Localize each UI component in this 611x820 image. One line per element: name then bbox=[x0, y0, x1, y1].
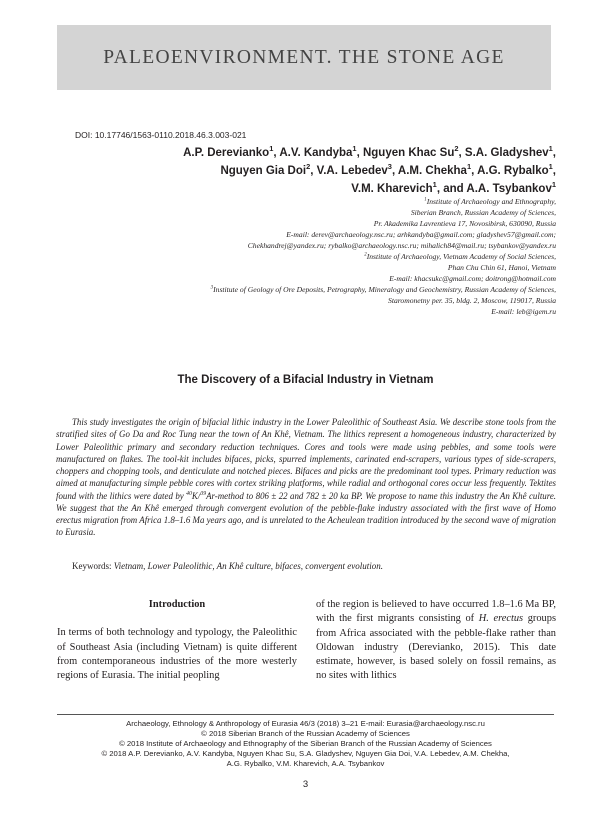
affiliation-marker: 1 bbox=[466, 162, 472, 172]
left-column bbox=[57, 598, 297, 683]
affiliation-line bbox=[56, 262, 556, 273]
abstract-text: This study investigates the origin of bifacial lithic industry in the Lower Paleolithic of Southeast Asia. We describe stone tools from the stratified sites of Go Da and Roc Tung near the town of An Khê, Vietnam. The lithics represent a homogeneous industry, characterized by Lower Paleolithic primary and secondary reduction techniques. Cores and tools were made using pebbles, and some tools were manufactured on flakes. The tool-kit includes bifaces, picks, spurred implements, carinated end-scrapers, various types of side-scrapers, choppers and chopping tools, and denticulate and notched pieces. Bifaces and picks are the predominant tool types. Primary reduction was aimed at manufacturing simple pebble cores with cortex striking platforms, while radial and orthogonal cores occur less frequently. Tektites found with the lithics were dated by bbox=[56, 417, 556, 501]
affiliation-line bbox=[56, 284, 556, 295]
affiliation-text: Chekhandrej@yandex.ru; rybalko@archaeology.nsc.ru; mihalich84@mail.ru; tsybankov@yandex.ru bbox=[247, 241, 556, 251]
page-number: 3 bbox=[302, 779, 309, 790]
affiliation-marker: 1 bbox=[548, 144, 553, 154]
affiliation-marker: 1 bbox=[548, 162, 553, 172]
section-banner-title: PALEOENVIRONMENT. THE STONE AGE bbox=[103, 46, 505, 68]
affiliation-line bbox=[56, 251, 556, 262]
affiliation-text: Pr. Akademika Lavrentieva 17, Novosibirsk, 630090, Russia bbox=[373, 219, 556, 229]
author-name: V.M. Kharevich bbox=[351, 183, 433, 195]
author-separator: , and bbox=[436, 183, 467, 195]
keywords bbox=[72, 561, 556, 571]
footer-line: A.G. Rybalko, V.M. Kharevich, A.A. Tsybankov bbox=[226, 759, 385, 769]
affiliation-marker: 1 bbox=[269, 144, 274, 154]
author-name: S.A. Gladyshev bbox=[464, 147, 549, 159]
abstract bbox=[56, 416, 556, 539]
author-line bbox=[136, 162, 556, 180]
footer-line: Archaeology, Ethnology & Anthropology of Eurasia 46/3 (2018) 3–21 E-mail: Eurasia@archaeology.nsc.ru bbox=[126, 719, 485, 728]
affiliation-text: Institute of Archaeology, Vietnam Academy of Social Sciences, bbox=[366, 252, 556, 262]
author-name: Nguyen Khac Su bbox=[362, 147, 455, 159]
affiliation-text: Staromonetny per. 35, bldg. 2, Moscow, 119017, Russia bbox=[388, 296, 556, 306]
affiliation-marker: 2 bbox=[364, 252, 367, 258]
affiliation-line bbox=[56, 240, 556, 251]
affiliation-line bbox=[56, 306, 556, 317]
author-separator: , bbox=[471, 165, 478, 177]
affiliation-line bbox=[56, 273, 556, 284]
affiliation-text: E-mail: derev@archaeology.nsc.ru; arhkandyba@gmail.com; gladyshev57@gmail.com; bbox=[286, 230, 556, 240]
doi: DOI: 10.17746/1563-0110.2018.46.3.003-021 bbox=[75, 130, 247, 140]
affiliation-text: E-mail: leb@igem.ru bbox=[491, 307, 556, 317]
body-text: groups from Africa associated with the pebble-flake rather than Oldowan industry (Derevianko, 2015). This date estimate, however, is based solely on fossil remains, as no sites with lithics bbox=[316, 613, 556, 682]
abstract-text: K/ bbox=[191, 490, 201, 501]
author-name: A.M. Chekha bbox=[397, 165, 467, 177]
affiliation-marker: 1 bbox=[424, 197, 427, 203]
affiliation-line bbox=[56, 295, 556, 306]
author-separator: , bbox=[458, 147, 465, 159]
body-paragraph bbox=[316, 598, 556, 684]
affiliations bbox=[56, 196, 556, 318]
author-name: A.P. Derevianko bbox=[183, 147, 270, 159]
abstract-text: Ar-method to 806 ± 22 and 782 ± 20 ka BP. We propose to name this industry the An Khê culture. We suggest that the An Khê emerged through convergent evolution of the pebble-flake industry associated with the first wave of Homo erectus migration from Africa 1.8–1.6 Ma years ago, and is unrelated to the Acheulean tradition introduced by the second wave of migration to Eurasia. bbox=[56, 490, 556, 538]
right-column bbox=[316, 598, 556, 684]
affiliation-marker: 1 bbox=[432, 180, 437, 190]
footer-line: © 2018 A.P. Derevianko, A.V. Kandyba, Nguyen Khac Su, S.A. Gladyshev, Nguyen Gia Doi, V.A. Lebedev, A.M. Chekha, bbox=[101, 749, 510, 759]
affiliation-marker: 1 bbox=[352, 144, 357, 154]
footer-divider bbox=[57, 714, 554, 715]
affiliation-line bbox=[56, 229, 556, 240]
keywords-list: Vietnam, Lower Paleolithic, An Khê culture, bifaces, convergent evolution. bbox=[113, 561, 383, 571]
isotope-superscript: 39 bbox=[200, 490, 207, 497]
keywords-label: Keywords: bbox=[72, 561, 112, 571]
author-separator: , bbox=[391, 165, 398, 177]
author-list bbox=[136, 144, 556, 198]
author-line bbox=[136, 144, 556, 162]
author-separator: , bbox=[356, 147, 363, 159]
affiliation-marker: 3 bbox=[387, 162, 392, 172]
section-heading: Introduction bbox=[148, 599, 206, 610]
author-separator: , bbox=[273, 147, 280, 159]
affiliation-text: Siberian Branch, Russian Academy of Sciences, bbox=[410, 208, 556, 218]
affiliation-line bbox=[56, 196, 556, 207]
author-name: A.A. Tsybankov bbox=[466, 183, 552, 195]
author-name: Nguyen Gia Doi bbox=[220, 165, 307, 177]
species-name: H. erectus bbox=[478, 613, 524, 625]
affiliation-text: Institute of Archaeology and Ethnography, bbox=[426, 197, 556, 206]
affiliation-marker: 3 bbox=[210, 285, 214, 291]
author-name: V.A. Lebedev bbox=[316, 165, 388, 177]
affiliation-marker: 2 bbox=[454, 144, 459, 154]
author-separator: , bbox=[552, 165, 556, 177]
affiliation-text: Phan Chu Chin 61, Hanoi, Vietnam bbox=[447, 263, 556, 273]
author-separator: , bbox=[552, 147, 556, 159]
author-name: A.G. Rybalko bbox=[477, 165, 549, 177]
article-title: The Discovery of a Bifacial Industry in Vietnam bbox=[177, 374, 434, 386]
affiliation-marker: 2 bbox=[306, 162, 311, 172]
affiliation-line bbox=[56, 218, 556, 229]
author-separator: , bbox=[310, 165, 317, 177]
body-paragraph: In terms of both technology and typology, the Paleolithic of Southeast Asia (including Vietnam) is quite different from contemporaneous industries of the more westerly regions of Eurasia. The initial peopling bbox=[57, 627, 297, 682]
affiliation-text: Institute of Geology of Ore Deposits, Petrography, Mineralogy and Geochemistry, Russian Academy of Sciences, bbox=[213, 285, 556, 295]
footer-line: © 2018 Institute of Archaeology and Ethnography of the Siberian Branch of the Russian Academy of Sciences bbox=[119, 739, 492, 749]
isotope-superscript: 40 bbox=[186, 490, 192, 497]
footer-line: © 2018 Siberian Branch of the Russian Academy of Sciences bbox=[201, 729, 410, 739]
body-text: of the region is believed to have occurred 1.8–1.6 Ma BP, with the first migrants consisting of bbox=[316, 599, 556, 625]
section-banner bbox=[57, 25, 551, 90]
affiliation-marker: 1 bbox=[551, 180, 556, 190]
affiliation-line bbox=[56, 207, 556, 218]
affiliation-text: E-mail: khacsukc@gmail.com; doitrong@hotmail.com bbox=[389, 274, 556, 284]
author-name: A.V. Kandyba bbox=[279, 147, 353, 159]
journal-footer bbox=[40, 719, 571, 769]
